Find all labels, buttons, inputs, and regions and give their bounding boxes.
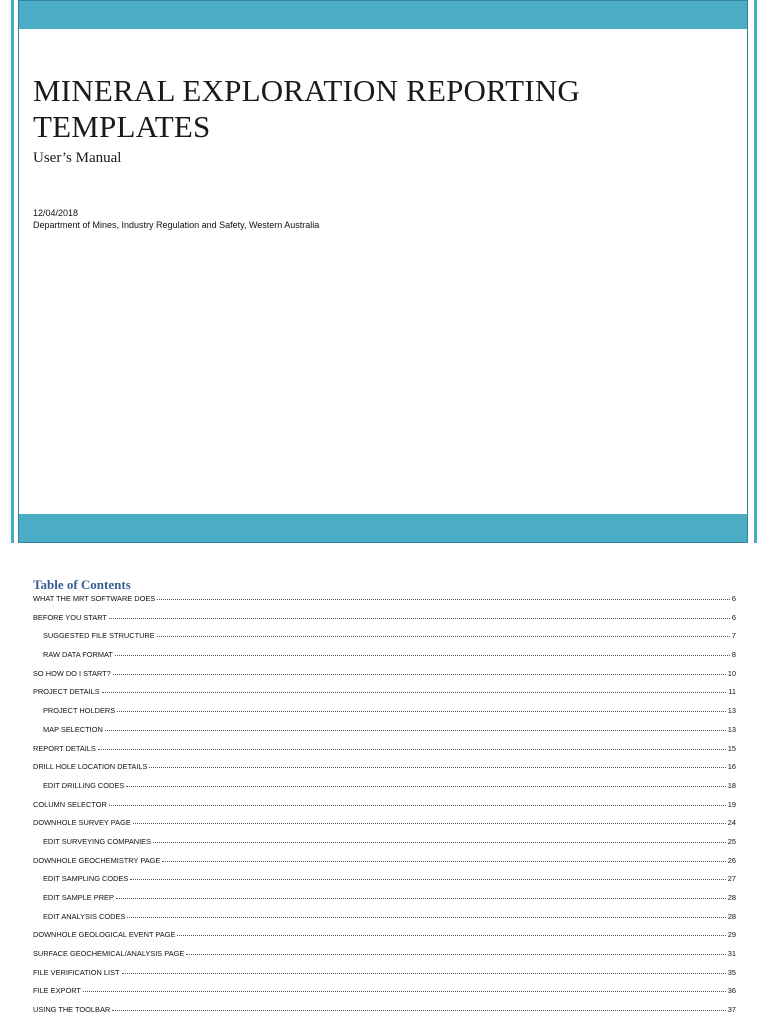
toc-entry-label: PROJECT DETAILS [33, 687, 100, 697]
toc-entry-page-number: 13 [727, 724, 736, 734]
toc-entry-label: EDIT SAMPLING CODES [43, 874, 129, 884]
document-department: Department of Mines, Industry Regulation and Safety, Western Australia [33, 220, 320, 230]
toc-entry-page-number: 6 [731, 594, 736, 603]
toc-entry[interactable] [33, 706, 736, 725]
toc-entry[interactable] [33, 986, 736, 1005]
toc-entry[interactable] [33, 874, 736, 893]
toc-entry-label: EDIT SURVEYING COMPANIES [43, 836, 152, 846]
toc-entry[interactable] [33, 856, 736, 875]
toc-entry-label: EDIT ANALYSIS CODES [43, 911, 126, 921]
toc-entry[interactable] [33, 744, 736, 763]
cover-bottom-band [19, 514, 747, 542]
cover-left-rule [11, 0, 14, 543]
document-date: 12/04/2018 [33, 208, 79, 218]
toc-dot-leader [153, 842, 726, 843]
toc-entry[interactable] [33, 687, 736, 706]
toc-entry-page-number: 8 [731, 650, 736, 660]
toc-dot-leader [98, 749, 726, 750]
toc-entry-label: MAP SELECTION [43, 724, 103, 734]
toc-entry-label: SO HOW DO I START? [33, 668, 111, 678]
toc-dot-leader [186, 954, 725, 955]
toc-entry[interactable] [33, 762, 736, 781]
toc-dot-leader [115, 655, 730, 656]
toc-entry-label: RAW DATA FORMAT [43, 650, 113, 660]
toc-dot-leader [157, 636, 730, 637]
toc-dot-leader [109, 618, 730, 619]
toc-entry[interactable] [33, 968, 736, 987]
toc-entry-label: PROJECT HOLDERS [43, 706, 116, 716]
toc-entry-page-number: 25 [727, 836, 736, 846]
toc-dot-leader [122, 973, 726, 974]
toc-entry[interactable] [33, 650, 736, 669]
toc-dot-leader [112, 1010, 726, 1011]
toc-entry-page-number: 27 [727, 874, 736, 884]
toc-dot-leader [162, 861, 725, 862]
toc-entry[interactable] [33, 893, 736, 912]
toc-heading: Table of Contents [33, 577, 131, 592]
toc-dot-leader [116, 898, 726, 899]
toc-dot-leader [130, 879, 725, 880]
toc-entry-page-number: 35 [727, 967, 736, 977]
toc-entry[interactable] [33, 912, 736, 931]
toc-entry-page-number: 24 [727, 818, 736, 828]
toc-dot-leader [117, 711, 726, 712]
toc-entry-page-number: 19 [727, 799, 736, 809]
cover-top-band [19, 1, 747, 29]
toc-dot-leader [157, 599, 730, 600]
document-title: MINERAL EXPLORATION REPORTING TEMPLATES [33, 73, 580, 144]
toc-entry-label: USING THE TOOLBAR [33, 1005, 111, 1015]
toc-entry[interactable] [33, 669, 736, 688]
toc-dot-leader [113, 674, 726, 675]
toc-dot-leader [133, 823, 726, 824]
toc-entry-page-number: 16 [727, 762, 736, 772]
toc-entry-label: EDIT SAMPLE PREP [43, 893, 114, 902]
toc-entry-label: REPORT DETAILS [33, 743, 96, 753]
toc-entry-page-number: 11 [728, 687, 736, 697]
toc-entry-page-number: 36 [727, 986, 736, 996]
toc-entry-label: COLUMN SELECTOR [33, 799, 107, 809]
toc-entry-page-number: 28 [727, 911, 736, 921]
toc-dot-leader [109, 805, 726, 806]
toc-entry-label: SURFACE GEOCHEMICAL/ANALYSIS PAGE [33, 949, 185, 959]
toc-entry[interactable] [33, 613, 736, 632]
toc-entry-label: FILE EXPORT [33, 986, 81, 996]
toc-entry[interactable] [33, 800, 736, 819]
toc-entry-label: DRILL HOLE LOCATION DETAILS [33, 762, 148, 772]
toc-dot-leader [177, 935, 725, 936]
toc-entry-page-number: 13 [727, 706, 736, 716]
toc-entry-label: DOWNHOLE GEOLOGICAL EVENT PAGE [33, 930, 176, 940]
document-subtitle: User’s Manual [33, 150, 122, 166]
toc-entry-page-number: 15 [727, 743, 736, 753]
toc-entry[interactable] [33, 818, 736, 837]
toc-entry[interactable] [33, 594, 736, 613]
toc-entry[interactable] [33, 781, 736, 800]
toc-entry-label: FILE VERIFICATION LIST [33, 967, 120, 977]
cover-page [18, 0, 748, 543]
toc-entry-label: EDIT DRILLING CODES [43, 780, 125, 790]
toc-entry-page-number: 10 [727, 668, 736, 678]
table-of-contents [33, 594, 736, 1024]
toc-entry[interactable] [33, 1005, 736, 1024]
toc-entry-label: WHAT THE MRT SOFTWARE DOES [33, 594, 156, 603]
toc-dot-leader [127, 917, 725, 918]
toc-dot-leader [149, 767, 725, 768]
cover-right-rule [754, 0, 757, 543]
toc-entry-label: BEFORE YOU START [33, 612, 107, 622]
toc-dot-leader [126, 786, 726, 787]
toc-entry[interactable] [33, 949, 736, 968]
toc-entry-page-number: 29 [727, 930, 736, 940]
toc-entry[interactable] [33, 837, 736, 856]
toc-entry[interactable] [33, 631, 736, 650]
toc-entry-label: DOWNHOLE SURVEY PAGE [33, 818, 131, 828]
toc-dot-leader [83, 991, 726, 992]
toc-entry-page-number: 26 [727, 855, 736, 865]
toc-entry-page-number: 7 [731, 631, 736, 641]
toc-entry-page-number: 31 [727, 949, 736, 959]
toc-dot-leader [102, 692, 727, 693]
toc-entry-page-number: 6 [731, 612, 736, 622]
toc-entry-label: SUGGESTED FILE STRUCTURE [43, 631, 155, 641]
toc-entry[interactable] [33, 930, 736, 949]
toc-entry-page-number: 37 [727, 1005, 736, 1015]
toc-entry-page-number: 18 [727, 780, 736, 790]
toc-entry-page-number: 28 [727, 893, 736, 902]
toc-dot-leader [105, 730, 726, 731]
toc-entry[interactable] [33, 725, 736, 744]
toc-entry-label: DOWNHOLE GEOCHEMISTRY PAGE [33, 855, 161, 865]
